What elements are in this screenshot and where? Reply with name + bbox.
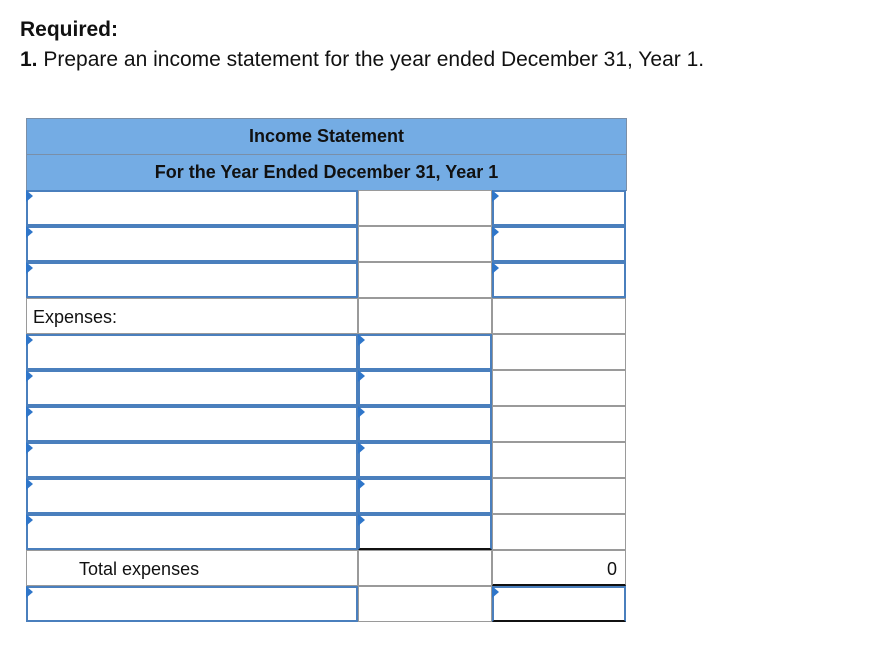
total-expenses-label: Total expenses [79,559,200,579]
revenue-amount-input-1[interactable] [492,190,626,226]
expense-label-input-1[interactable] [26,334,358,370]
expense-blank-cell-3 [492,406,626,442]
required-item-text: Prepare an income statement for the year ended December 31, Year 1. [43,48,705,71]
income-statement-worksheet [26,118,627,623]
revenue-amount-input-2[interactable] [492,226,626,262]
revenue-blank-cell-1 [358,190,492,226]
revenue-label-input-1[interactable] [26,190,358,226]
expenses-heading-blank-2 [492,298,626,334]
expense-blank-cell-4 [492,442,626,478]
expense-amount-input-2[interactable] [358,370,492,406]
statement-title: Income Statement [26,118,627,155]
total-expenses-value-cell [492,550,626,586]
expense-amount-input-5[interactable] [358,478,492,514]
expense-label-input-4[interactable] [26,442,358,478]
revenue-label-input-2[interactable] [26,226,358,262]
expense-label-input-5[interactable] [26,478,358,514]
net-income-blank-cell [358,586,492,622]
total-expenses-label-cell [26,550,358,586]
required-heading: Required: [20,18,119,41]
expense-amount-input-1[interactable] [358,334,492,370]
expense-blank-cell-2 [492,370,626,406]
expense-amount-input-4[interactable] [358,442,492,478]
statement-period: For the Year Ended December 31, Year 1 [26,154,627,191]
expenses-heading-blank-1 [358,298,492,334]
required-item-number: 1. [20,48,38,71]
revenue-blank-cell-3 [358,262,492,298]
expense-amount-input-6[interactable] [358,514,492,550]
instructions [20,16,704,76]
expense-label-input-6[interactable] [26,514,358,550]
required-item [20,44,704,76]
revenue-blank-cell-2 [358,226,492,262]
expense-blank-cell-1 [492,334,626,370]
expense-blank-cell-6 [492,514,626,550]
expense-amount-input-3[interactable] [358,406,492,442]
expense-label-input-3[interactable] [26,406,358,442]
net-income-amount-input[interactable] [492,586,626,622]
net-income-label-input[interactable] [26,586,358,622]
revenue-label-input-3[interactable] [26,262,358,298]
expense-label-input-2[interactable] [26,370,358,406]
expenses-heading: Expenses: [33,307,118,327]
total-expenses-value: 0 [606,559,617,579]
revenue-amount-input-3[interactable] [492,262,626,298]
total-expenses-blank-cell [358,550,492,586]
expenses-heading-cell [26,298,358,334]
expense-blank-cell-5 [492,478,626,514]
